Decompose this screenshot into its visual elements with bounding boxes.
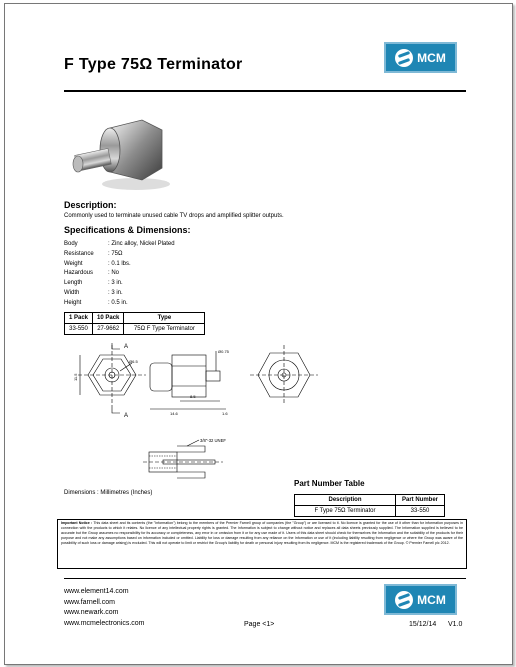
footer-link[interactable]: www.farnell.com <box>64 598 115 606</box>
side-hex <box>172 355 206 397</box>
dim-label-len3: 1.6 <box>222 411 228 416</box>
footer-divider <box>64 578 466 579</box>
spec-value: : 0.5 in. <box>108 299 128 306</box>
spec-value: : No <box>108 270 120 277</box>
footer-link[interactable]: www.mcmelectronics.com <box>64 619 145 627</box>
part-number-table <box>294 494 445 517</box>
page-title: F Type 75Ω Terminator <box>64 56 243 73</box>
table-cell: 33-550 <box>65 324 93 335</box>
spec-label: Hazardous <box>64 270 94 277</box>
table-cell: 75Ω F Type Terminator <box>124 324 205 335</box>
thread-label: 3/8"-32 UNEF <box>200 438 226 443</box>
spec-value: : 0.1 lbs. <box>108 260 131 267</box>
notice-text: This data sheet and its contents (the "Information") belong to the members of the Premier Farnell group of companies (the "Group") or are licensed to it. No licence is granted for the use of it other than for information purposes in connection with the products to which it relates. No licence of any intellectual property rights is granted. The Information is subject to change without notice and replaces all data sheets previously supplied. The Information supplied is believed to be accurate but the Group assumes no responsibility for its accuracy or completeness, any error in or omission from it or for any use made of it. Users of this data sheet should check for themselves the Information and the suitability of the products for their purpose and not make any assumptions based on information included or omitted. Liability for loss or damage resulting from any reliance on the Information or use of it (including liability resulting from negligence or where the Group was aware of the possibility of such loss or damage arising) is excluded. This will not operate to limit or restrict the Group's liability for death or personal injury resulting from its negligence. MCM is the registered trademark of the Group. © Premier Farnell plc 2012. <box>61 521 463 545</box>
table-header-row <box>65 313 205 324</box>
table-header: 1 Pack <box>65 313 93 324</box>
section-arrow-top <box>112 343 120 349</box>
mcm-logo <box>384 42 457 73</box>
mcm-logo-footer <box>384 584 457 615</box>
important-notice <box>57 519 467 569</box>
spec-label: Body <box>64 241 78 247</box>
spec-row <box>64 279 175 289</box>
table-header: Description <box>295 495 396 506</box>
section-flange-bottom <box>177 472 205 478</box>
spec-row <box>64 240 175 250</box>
section-label-a-top: A <box>124 344 129 350</box>
table-header: Type <box>124 313 205 324</box>
table-row <box>65 324 205 335</box>
dimensions-note: Dimensions : Millimetres (Inches) <box>64 490 153 496</box>
description-heading: Description: <box>64 200 117 210</box>
spec-row <box>64 250 175 260</box>
side-pin <box>206 371 220 381</box>
table-cell: F Type 75Ω Terminator <box>295 506 396 517</box>
spec-label: Resistance <box>64 250 94 257</box>
footer-links <box>64 587 145 629</box>
header-divider <box>64 90 466 92</box>
thread-leader <box>187 440 199 446</box>
document-version: V1.0 <box>448 621 463 628</box>
spec-label: Height <box>64 299 82 306</box>
notice-label: Important Notice : <box>61 521 93 525</box>
spec-label: Length <box>64 280 83 287</box>
spec-value: : Zinc alloy, Nickel Plated <box>108 241 175 247</box>
dim-label-len2: 14.6 <box>170 411 178 416</box>
mcm-logo-icon <box>395 49 413 67</box>
mcm-logo-text: MCM <box>417 50 446 65</box>
mcm-logo-icon <box>395 591 413 609</box>
section-flange-top <box>177 446 205 452</box>
table-header-row <box>295 495 445 506</box>
spec-value: : 3 in. <box>108 289 123 296</box>
spec-value: : 75Ω <box>108 250 123 257</box>
hole-leader <box>120 363 132 371</box>
footer-link[interactable]: www.element14.com <box>64 588 129 595</box>
page-number: Page <1> <box>244 621 275 628</box>
spec-row <box>64 289 175 299</box>
dim-label-height: 11.5 <box>73 373 78 381</box>
table-header: Part Number <box>396 495 445 506</box>
pack-table <box>64 312 205 335</box>
specifications-list <box>64 240 175 309</box>
spec-row <box>64 269 175 279</box>
description-text: Commonly used to terminate unused cable TV drops and amplified splitter outputs. <box>64 213 284 219</box>
table-header: 10 Pack <box>93 313 124 324</box>
spec-label: Width <box>64 289 80 296</box>
spec-row <box>64 299 175 309</box>
dim-label-pin: Ø0.75 <box>218 349 229 354</box>
table-row <box>295 506 445 517</box>
side-body <box>150 363 172 391</box>
specifications-heading: Specifications & Dimensions: <box>64 225 191 235</box>
table-cell: 27-9662 <box>93 324 124 335</box>
part-number-heading: Part Number Table <box>294 479 365 488</box>
section-drawing <box>143 436 263 486</box>
spec-row <box>64 260 175 270</box>
terminator-photo <box>62 108 182 203</box>
dim-label-hole: Ø6.5 <box>129 359 138 364</box>
section-label-a-bottom: A <box>124 413 129 419</box>
footer-link[interactable]: www.newark.com <box>64 609 119 616</box>
dim-label-len1: 8.5 <box>190 394 196 399</box>
mcm-logo-text: MCM <box>417 592 446 607</box>
section-arrow-bottom <box>112 407 120 413</box>
document-date: 15/12/14 <box>409 621 437 628</box>
spec-label: Weight <box>64 260 83 267</box>
table-cell: 33-550 <box>396 506 445 517</box>
spec-value: : 3 in. <box>108 280 123 287</box>
